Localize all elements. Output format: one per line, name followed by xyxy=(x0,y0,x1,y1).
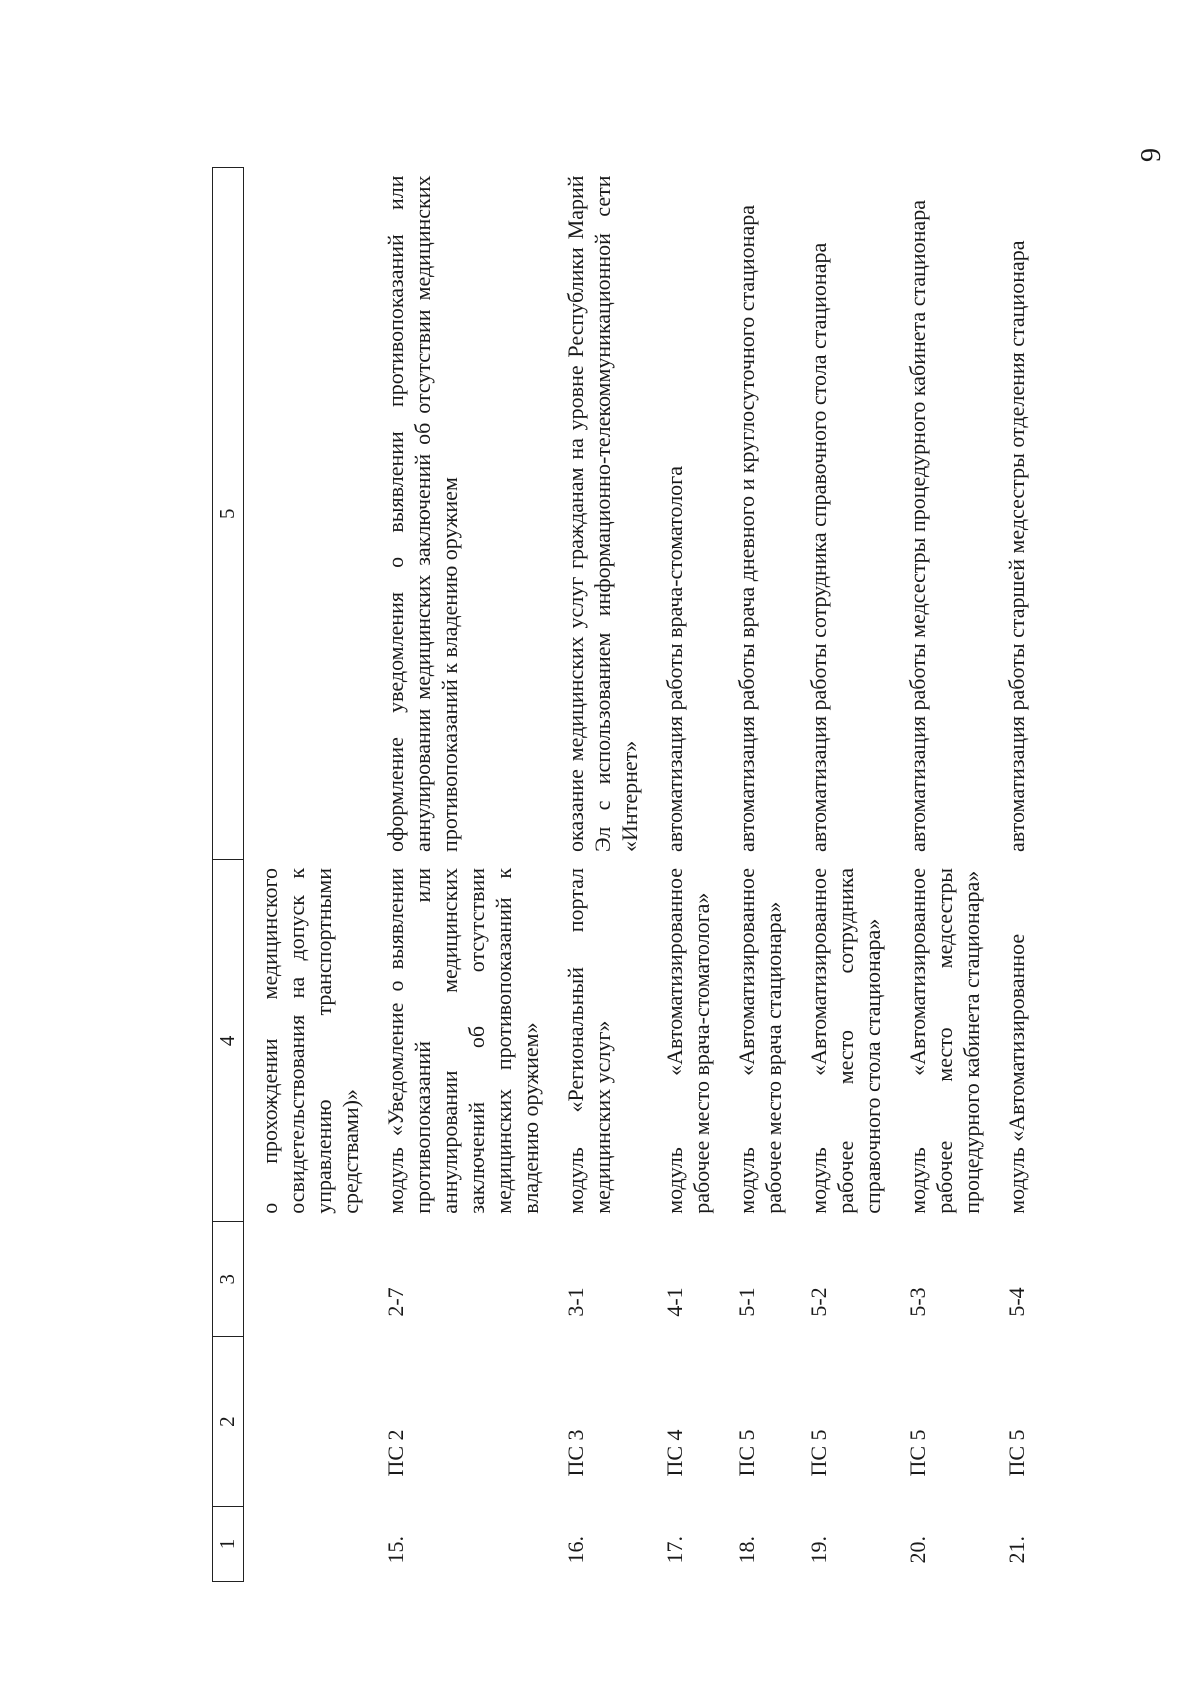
row-number: 21. xyxy=(1004,1536,1029,1564)
row-code xyxy=(244,1222,371,1337)
row-number: 20. xyxy=(905,1536,930,1564)
table-row xyxy=(244,168,371,1582)
row-purpose: автоматизация работы врача дневного и круглосуточного стационара xyxy=(734,205,759,852)
table-row xyxy=(370,168,550,1582)
row-module: модуль «Автоматизированное рабочее место врача-стоматолога» xyxy=(662,867,714,1214)
row-module: модуль «Автоматизированное рабочее место медсестры процедурного кабинета стационара» xyxy=(905,867,984,1214)
row-module: модуль «Автоматизированное рабочее место врача стационара» xyxy=(734,867,786,1214)
row-number: 15. xyxy=(383,1536,408,1564)
row-number: 18. xyxy=(734,1536,759,1564)
row-purpose xyxy=(244,168,371,860)
row-subsystem: ПС 5 xyxy=(905,1429,930,1477)
row-code: 3-1 xyxy=(563,1287,588,1317)
header-col-4: 4 xyxy=(213,860,244,1222)
row-purpose: оформление уведомления о выявлении противопоказаний или аннулировании медицинских заключений об отсутствии медицинских противопоказаний к владению оружием xyxy=(383,175,462,852)
row-code: 5-3 xyxy=(905,1287,930,1317)
row-number xyxy=(244,1507,371,1582)
header-col-3: 3 xyxy=(213,1222,244,1337)
row-module: модуль «Автоматизированное xyxy=(1004,933,1029,1214)
row-purpose: автоматизация работы медсестры процедурного кабинета стационара xyxy=(905,200,930,852)
row-number: 19. xyxy=(806,1536,831,1564)
row-module: модуль «Региональный портал медицинских услуг» xyxy=(563,867,615,1214)
table-row xyxy=(721,168,793,1582)
services-table xyxy=(212,167,1036,1582)
row-purpose: оказание медицинских услуг гражданам на уровне Республики Марий Эл с использованием информационно-телекоммуникационной сети «Интернет» xyxy=(563,175,642,852)
row-module: о прохождении медицинского освидетельствования на допуск к управлению транспортными средствами)» xyxy=(257,867,363,1214)
row-number: 16. xyxy=(563,1536,588,1564)
row-subsystem: ПС 2 xyxy=(383,1429,408,1477)
row-code: 2-7 xyxy=(383,1287,408,1317)
header-col-5: 5 xyxy=(213,168,244,860)
page-number: 9 xyxy=(1136,148,1167,162)
row-purpose: автоматизация работы старшей медсестры отделения стационара xyxy=(1004,240,1029,852)
table-row xyxy=(793,168,892,1582)
row-module: модуль «Автоматизированное рабочее место сотрудника справочного стола стационара» xyxy=(806,867,885,1214)
table-row xyxy=(892,168,991,1582)
row-code: 4-1 xyxy=(662,1287,687,1317)
header-col-1: 1 xyxy=(213,1507,244,1582)
row-purpose: автоматизация работы сотрудника справочного стола стационара xyxy=(806,242,831,852)
row-purpose: автоматизация работы врача-стоматолога xyxy=(662,466,687,852)
row-subsystem: ПС 5 xyxy=(1004,1429,1029,1477)
row-module: модуль «Уведомление о выявлении противопоказаний или аннулировании медицинских заключений об отсутствии медицинских противопоказаний к владению оружием» xyxy=(383,867,543,1214)
row-code: 5-1 xyxy=(734,1287,759,1317)
table-row xyxy=(991,168,1036,1582)
header-col-2: 2 xyxy=(213,1337,244,1507)
row-code: 5-4 xyxy=(1004,1287,1029,1317)
row-subsystem: ПС 5 xyxy=(806,1429,831,1477)
row-subsystem xyxy=(244,1337,371,1507)
row-subsystem: ПС 4 xyxy=(662,1429,687,1477)
row-subsystem: ПС 5 xyxy=(734,1429,759,1477)
row-subsystem: ПС 3 xyxy=(563,1429,588,1477)
row-number: 17. xyxy=(662,1536,687,1564)
row-code: 5-2 xyxy=(806,1287,831,1317)
table-row xyxy=(649,168,721,1582)
table-row xyxy=(550,168,649,1582)
table-header xyxy=(213,168,244,1582)
